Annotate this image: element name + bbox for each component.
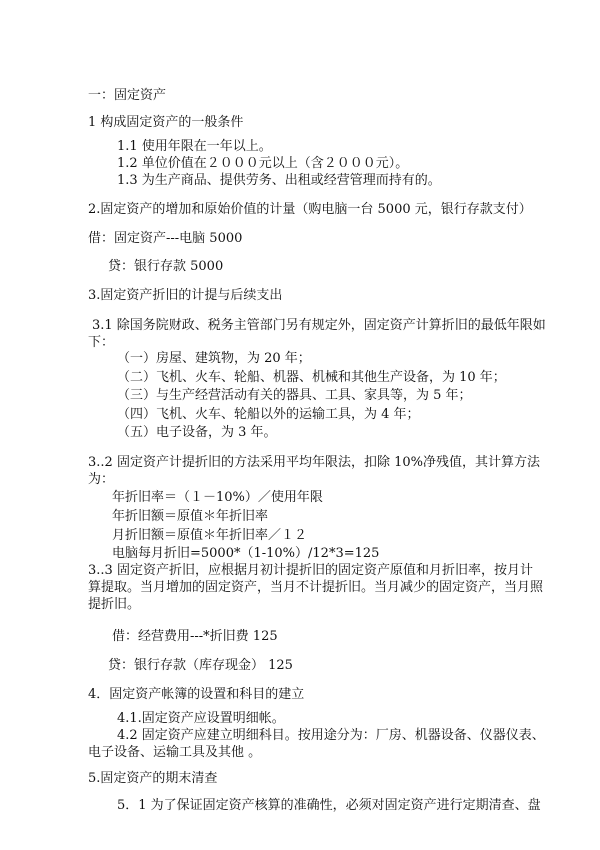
category-1: （一）房屋、建筑物，为 20 年； xyxy=(117,351,311,366)
para-3-1-line1: 3.1 除国务院财政、税务主管部门另有规定外，固定资产计算折旧的最低年限如 xyxy=(92,318,546,333)
para-3-3-line2: 算提取。当月增加的固定资产，当月不计提折旧。当月减少的固定资产，当月照 xyxy=(88,580,544,595)
item-1-2: 1.2 单位价值在２０００元以上（含２０００元）。 xyxy=(117,156,409,171)
item-1-1: 1.1 使用年限在一年以上。 xyxy=(117,139,272,154)
item-4-2-line1: 4.2 固定资产应建立明细科目。按用途分为：厂房、机器设备、仪器仪表、 xyxy=(117,728,545,743)
category-2: （二）飞机、火车、轮船、机器、机械和其他生产设备，为 10 年； xyxy=(117,370,506,385)
item-1-3: 1.3 为生产商品、提供劳务、出租或经营管理而持有的。 xyxy=(117,173,441,188)
formula-annual-amount: 年折旧额＝原值＊年折旧率 xyxy=(112,509,269,524)
para-3-3-line3: 提折旧。 xyxy=(88,597,141,612)
journal-debit-1: 借：固定资产---电脑 5000 xyxy=(88,231,243,246)
para-3-1-line2: 下： xyxy=(88,335,115,350)
formula-monthly-amount: 月折旧额＝原值＊年折旧率／１２ xyxy=(112,528,308,543)
para-3-2-line1: 3..2 固定资产计提折旧的方法采用平均年限法，扣除 10%净残值，其计算方法 xyxy=(88,455,540,470)
formula-annual-rate: 年折旧率＝（１－10%）／使用年限 xyxy=(112,490,323,505)
heading-2: 2.固定资产的增加和原始价值的计量（购电脑一台 5000 元，银行存款支付） xyxy=(88,202,532,217)
journal-credit-1: 贷：银行存款 5000 xyxy=(108,259,224,274)
para-3-2-line2: 为： xyxy=(88,472,115,487)
heading-5: 5.固定资产的期末清查 xyxy=(88,771,218,786)
category-3: （三）与生产经营活动有关的器具、工具、家具等，为 5 年； xyxy=(117,388,472,403)
heading-1: 1 构成固定资产的一般条件 xyxy=(88,115,244,130)
formula-computer-example: 电脑每月折旧=5000*（1-10%）/12*3=125 xyxy=(112,546,380,561)
item-4-1: 4.1.固定资产应设置明细帐。 xyxy=(117,711,285,726)
category-4: （四）飞机、火车、轮船以外的运输工具，为 4 年； xyxy=(117,407,420,422)
heading-4: 4．固定资产帐簿的设置和科目的建立 xyxy=(88,687,305,702)
journal-credit-2: 贷：银行存款（库存现金） 125 xyxy=(108,658,293,673)
para-3-3-line1: 3..3 固定资产折旧，应根据月初计提折旧的固定资产原值和月折旧率，按月计 xyxy=(88,563,533,578)
journal-debit-2: 借：经营费用---*折旧费 125 xyxy=(112,629,278,644)
category-5: （五）电子设备，为 3 年。 xyxy=(117,425,277,440)
item-5-1-line1: 5．1 为了保证固定资产核算的准确性，必须对固定资产进行定期清查、盘 xyxy=(117,798,541,813)
section-title: 一：固定资产 xyxy=(88,88,167,103)
heading-3: 3.固定资产折旧的计提与后续支出 xyxy=(88,288,283,303)
item-4-2-line2: 电子设备、运输工具及其他 。 xyxy=(88,745,262,760)
